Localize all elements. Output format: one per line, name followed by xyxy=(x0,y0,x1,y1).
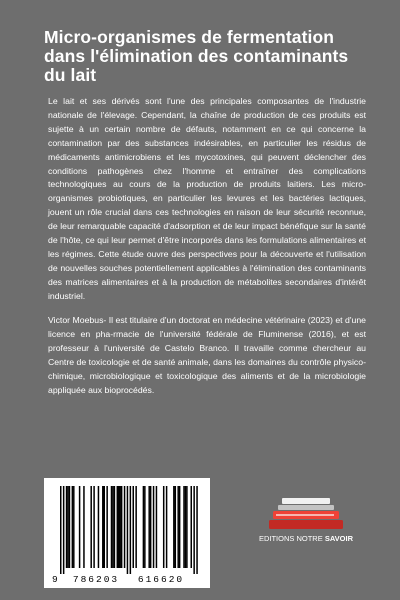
barcode-bar-32 xyxy=(156,486,158,568)
barcode-right-digits: 616620 xyxy=(137,574,185,585)
barcode-graphic xyxy=(44,478,210,588)
barcode-bar-33 xyxy=(163,486,165,568)
barcode-bar-4 xyxy=(69,486,71,568)
barcode-bar-40 xyxy=(185,486,187,568)
isbn-barcode xyxy=(44,478,210,588)
barcode-bar-39 xyxy=(183,486,185,568)
barcode-lead-digit: 9 xyxy=(52,574,58,585)
publisher-block xyxy=(246,490,366,560)
barcode-bar-37 xyxy=(177,486,179,568)
barcode-bar-41 xyxy=(186,486,188,568)
barcode-bar-10 xyxy=(93,486,95,568)
barcode-bar-22 xyxy=(124,486,126,568)
barcode-bar-29 xyxy=(148,486,150,568)
publisher-name: EDITIONS NOTRE SAVOIR xyxy=(258,534,354,543)
barcode-bar-25 xyxy=(133,486,135,568)
barcode-bar-26 xyxy=(135,486,137,568)
barcode-bar-14 xyxy=(106,486,108,568)
book-summary: Le lait et ses dérivés sont l'une des principales composantes de l'industrie nationale de l'élevage. Cependant, la chaîne de production de ces produits est sujette à un certain nombre de défauts, notamment en ce qui concerne la contamination par des substances indésirables, en particulier les résidus de médicaments antimicrobiens et les mycotoxines, qui peuvent déclencher des conditions pathogènes chez l'homme et entraîner des complications technologiques au cours de la production de produits laitiers. Les micro-organismes probiotiques, en particulier les levures et les bactéries lactiques, jouent un rôle crucial dans ces technologies en raison de leur sécurité reconnue, de leur remarquable capacité d'adsorption et de leur impact bénéfique sur la santé de l'hôte, ce qui leur permet d'être incorporés dans les formulations alimentaires et les régimes. Cette étude ouvre des perspectives pour la découverte et l'utilisation de nouvelles souches potentiellement applicables à l'élimination des contaminants des matrices alimentaires et à la production de métabolites secondaires d'intérêt industriel. xyxy=(48,96,366,301)
barcode-bar-20 xyxy=(119,486,121,568)
barcode-bar-3 xyxy=(67,486,69,568)
barcode-bar-19 xyxy=(118,486,120,568)
barcode-bar-36 xyxy=(175,486,177,568)
barcode-bar-24 xyxy=(130,486,132,574)
barcode-bar-35 xyxy=(173,486,175,568)
barcode-bar-15 xyxy=(111,486,113,568)
barcode-bar-16 xyxy=(112,486,114,568)
barcode-bar-11 xyxy=(98,486,100,568)
barcode-bar-13 xyxy=(104,486,106,568)
barcode-bar-21 xyxy=(121,486,123,568)
barcode-bar-18 xyxy=(117,486,119,568)
barcode-left-digits: 786203 xyxy=(72,574,120,585)
barcode-bar-23 xyxy=(127,486,129,574)
author-bio: Victor Moebus- Il est titulaire d'un doctorat en médecine vétérinaire (2023) et d'une licence en pha-rmacie de l'université fédérale de Fluminense (2016), et est professeur à l'université de Castelo Branco. Il travaille comme chercheur au Centre de toxicologie et de santé animale, dans les domaines du contrôle physico-chimique, microbiologique et toxicologique des aliments et de la microbiologie appliquée aux bioprocédés. xyxy=(48,315,366,395)
barcode-bar-17 xyxy=(114,486,116,568)
barcode-bar-0 xyxy=(60,486,62,574)
barcode-bar-42 xyxy=(191,486,193,568)
barcode-bar-28 xyxy=(144,486,146,568)
barcode-bar-31 xyxy=(153,486,155,568)
barcode-bar-8 xyxy=(83,486,85,568)
barcode-bar-30 xyxy=(150,486,152,568)
stacked-books-icon xyxy=(262,496,350,532)
barcode-bar-38 xyxy=(179,486,181,568)
barcode-bar-2 xyxy=(66,486,68,568)
barcode-bar-43 xyxy=(193,486,195,574)
barcode-bar-34 xyxy=(166,486,168,568)
barcode-bar-5 xyxy=(72,486,74,568)
barcode-bar-1 xyxy=(63,486,65,574)
barcode-bar-9 xyxy=(90,486,92,568)
barcode-bar-44 xyxy=(196,486,198,574)
book-title: Micro-organismes de fermentation dans l'élimination des contaminants du lait xyxy=(44,27,349,85)
barcode-bar-12 xyxy=(102,486,104,568)
barcode-bar-7 xyxy=(79,486,81,568)
barcode-bar-6 xyxy=(73,486,75,568)
barcode-bar-27 xyxy=(143,486,145,568)
